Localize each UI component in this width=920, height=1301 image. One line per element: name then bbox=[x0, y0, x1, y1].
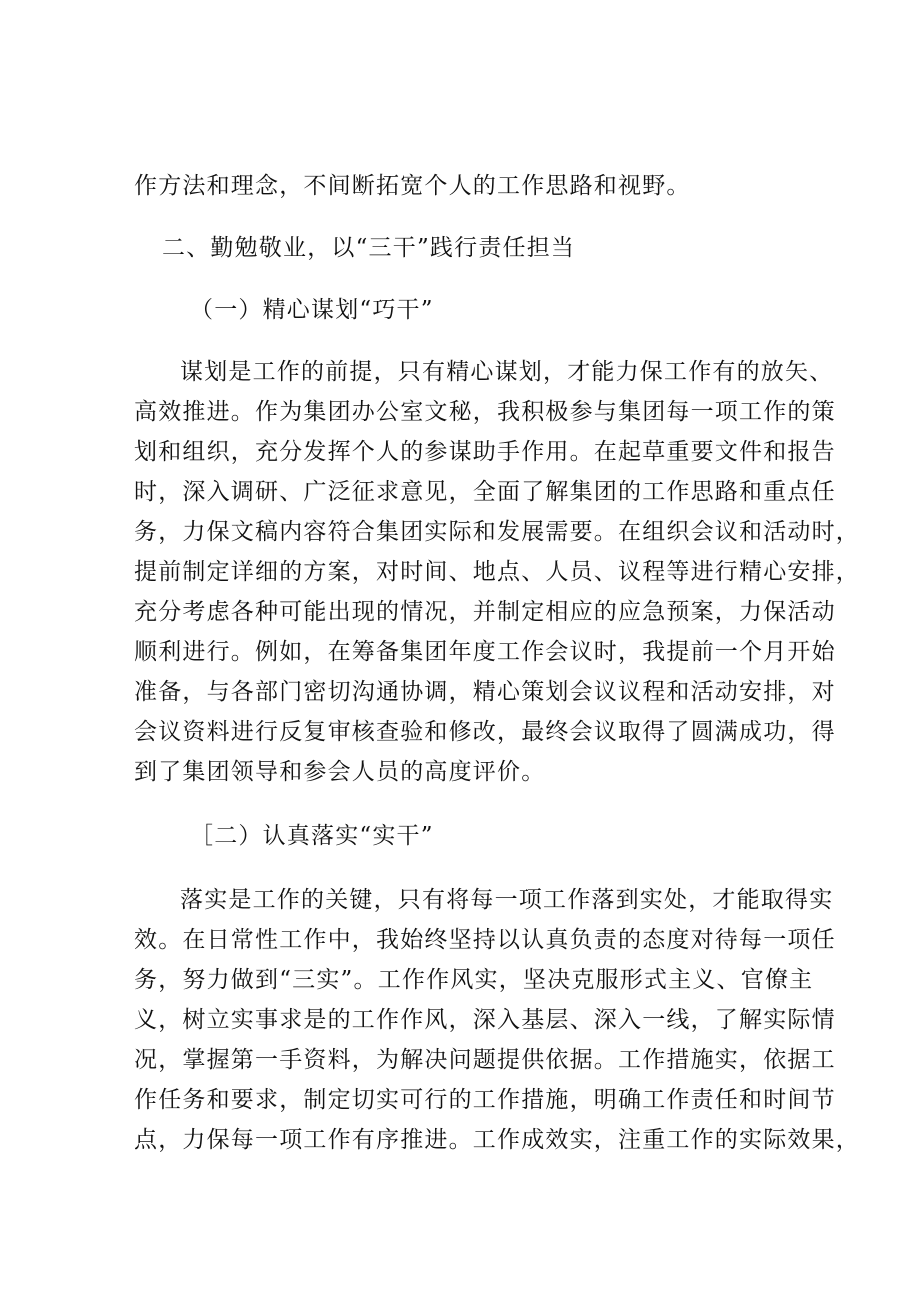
subsection-2-heading: ［二）认真落实“实干” bbox=[190, 823, 434, 849]
subsection-1-paragraph bbox=[134, 352, 860, 792]
paragraph-line: 效。在日常性工作中，我始终坚持以认真负责的态度对待每一项任 bbox=[134, 927, 836, 953]
paragraph-line: 落实是工作的关键，只有将每一项工作落到实处，才能取得实 bbox=[180, 887, 834, 913]
paragraph-line: 准备，与各部门密切沟通协调，精心策划会议议程和活动安排，对 bbox=[134, 679, 836, 705]
paragraph-line: 义，树立实事求是的工作作风，深入基层、深入一线，了解实际情 bbox=[134, 1007, 836, 1033]
paragraph-line: 作任务和要求，制定切实可行的工作措施，明确工作责任和时间节 bbox=[134, 1087, 836, 1113]
paragraph-line: 会议资料进行反复审核查验和修改，最终会议取得了圆满成功，得 bbox=[134, 719, 836, 745]
paragraph-line: 顺利进行。例如，在筹备集团年度工作会议时，我提前一个月开始 bbox=[134, 639, 836, 665]
paragraph-line: 高效推进。作为集团办公室文秘，我积极参与集团每一项工作的策 bbox=[134, 399, 836, 425]
paragraph-line: 点，力保每一项工作有序推进。工作成效实，注重工作的实际效果， bbox=[134, 1127, 860, 1153]
document-body bbox=[134, 166, 860, 1160]
paragraph-line: 谋划是工作的前提，只有精心谋划，才能力保工作有的放矢、 bbox=[180, 359, 834, 385]
paragraph-line: 划和组织，充分发挥个人的参谋助手作用。在起草重要文件和报告 bbox=[134, 439, 836, 465]
paragraph-line: 提前制定详细的方案，对时间、地点、人员、议程等进行精心安排， bbox=[134, 559, 860, 585]
section-heading: 二、勤勉敬业，以“三干”践行责任担当 bbox=[162, 235, 576, 261]
paragraph-line: 况，掌握第一手资料，为解决问题提供依据。工作措施实，依据工 bbox=[134, 1047, 836, 1073]
paragraph-last-line: 到了集团领导和参会人员的高度评价。 bbox=[134, 759, 546, 785]
paragraph-line: 时，深入调研、广泛征求意见，全面了解集团的工作思路和重点任 bbox=[134, 479, 836, 505]
paragraph-line: 务，力保文稿内容符合集团实际和发展需要。在组织会议和活动时， bbox=[134, 519, 860, 545]
paragraph-line: 务，努力做到“三实”。工作作风实，坚决克服形式主义、官僚主 bbox=[134, 967, 814, 993]
subsection-1-heading: （一）精心谋划“巧干” bbox=[190, 297, 434, 323]
paragraph-line: 充分考虑各种可能出现的情况，并制定相应的应急预案，力保活动 bbox=[134, 599, 836, 625]
subsection-2-paragraph bbox=[134, 880, 860, 1160]
carry-over-paragraph-line: 作方法和理念，不间断拓宽个人的工作思路和视野。 bbox=[134, 173, 691, 199]
